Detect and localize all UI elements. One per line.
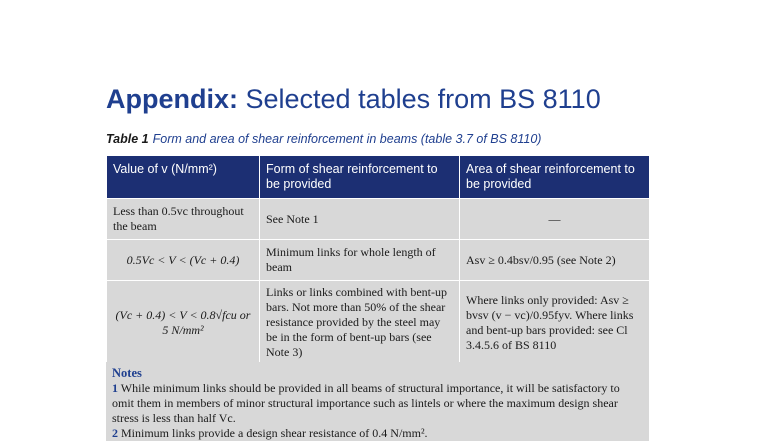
notes-panel bbox=[106, 362, 649, 441]
cell-value: (Vc + 0.4) < V < 0.8√fcu or 5 N/mm² bbox=[107, 281, 260, 365]
cell-area: — bbox=[460, 199, 650, 240]
shear-reinforcement-table bbox=[106, 155, 650, 365]
cell-area: Where links only provided: Asv ≥ bvsv (v − vc)/0.95fyv. Where links and bent-up bars provided: see Cl 3.4.5.6 of BS 8110 bbox=[460, 281, 650, 365]
cell-form: Links or links combined with bent-up bars. Not more than 50% of the shear resistance provided by the steel may be in the form of bent-up bars (see Note 3) bbox=[260, 281, 460, 365]
table-caption bbox=[106, 132, 541, 146]
table-row bbox=[107, 281, 650, 365]
note-text: Minimum links provide a design shear resistance of 0.4 N/mm². bbox=[121, 426, 428, 440]
table-caption-text: Form and area of shear reinforcement in beams (table 3.7 of BS 8110) bbox=[152, 132, 542, 146]
note-number: 1 bbox=[112, 381, 118, 395]
page-title bbox=[106, 84, 601, 115]
note-item bbox=[112, 426, 643, 441]
title-text: Selected tables from BS 8110 bbox=[238, 84, 601, 114]
table-header-row bbox=[107, 156, 650, 199]
note-item bbox=[112, 381, 643, 426]
table-number: Table 1 bbox=[106, 132, 149, 146]
notes-title: Notes bbox=[112, 366, 142, 380]
table-row bbox=[107, 199, 650, 240]
header-form: Form of shear reinforcement to be provided bbox=[260, 156, 460, 199]
cell-form: See Note 1 bbox=[260, 199, 460, 240]
table-row bbox=[107, 240, 650, 281]
note-text: While minimum links should be provided in all beams of structural importance, it will be satisfactory to omit them in members of minor structural importance such as lintels or where the maximum design shear stress is less than half Vc. bbox=[112, 381, 620, 425]
cell-value: 0.5Vc < V < (Vc + 0.4) bbox=[107, 240, 260, 281]
header-value-of-v: Value of v (N/mm²) bbox=[107, 156, 260, 199]
note-number: 2 bbox=[112, 426, 118, 440]
title-prefix: Appendix: bbox=[106, 84, 238, 114]
header-area: Area of shear reinforcement to be provided bbox=[460, 156, 650, 199]
cell-form: Minimum links for whole length of beam bbox=[260, 240, 460, 281]
cell-value: Less than 0.5vc throughout the beam bbox=[107, 199, 260, 240]
cell-area: Asv ≥ 0.4bsv/0.95 (see Note 2) bbox=[460, 240, 650, 281]
